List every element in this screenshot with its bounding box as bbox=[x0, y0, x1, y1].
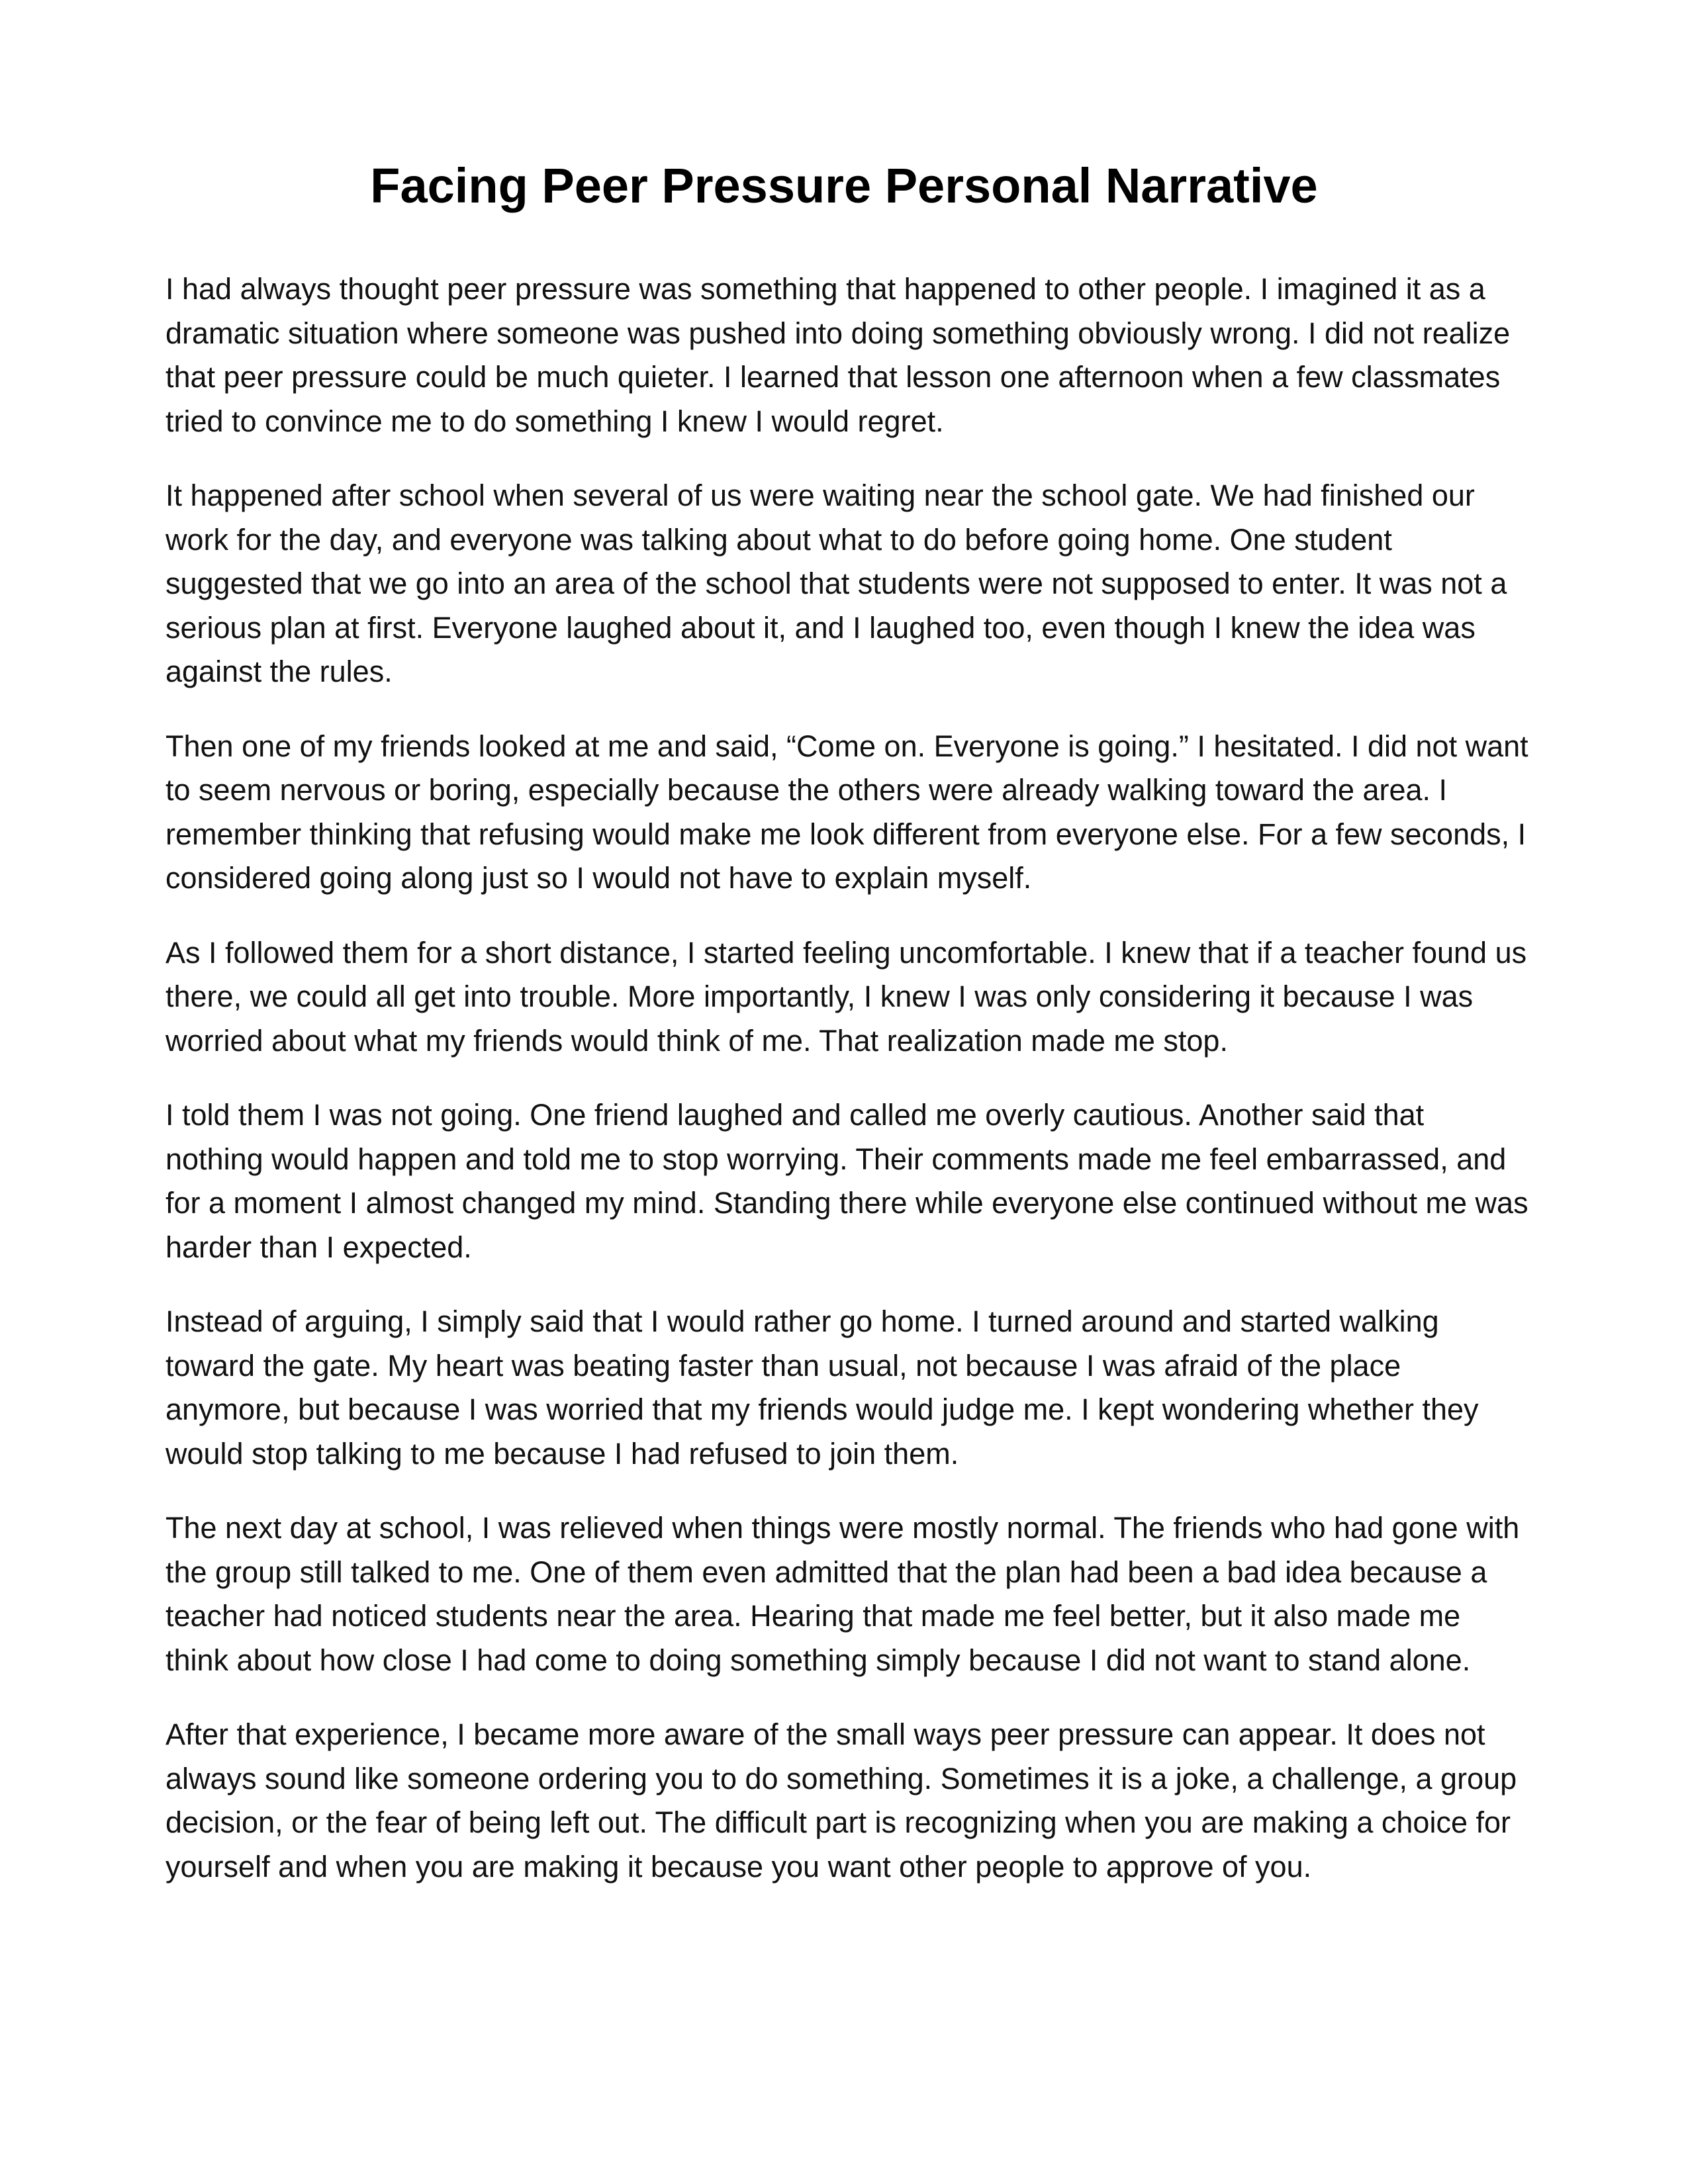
paragraph-6: Instead of arguing, I simply said that I would rather go home. I turned around and started walking toward the gate. My heart was beating faster than usual, not because I was afraid of the place anymore, but because I was worried that my friends would judge me. I kept wondering whether they would stop talking to me because I had refused to join them. bbox=[165, 1304, 1479, 1471]
paragraph-4: As I followed them for a short distance, I started feeling uncomfortable. I knew that if a teacher found us there, we could all get into trouble. More importantly, I knew I was only considering it because I was worried about what my friends would think of me. That realization made me stop. bbox=[165, 935, 1527, 1058]
paragraph-8: After that experience, I became more aware of the small ways peer pressure can appear. It does not always sound like someone ordering you to do something. Sometimes it is a joke, a challenge, a group decision, or the fear of being left out. The difficult part is recognizing when you are making a choice for yourself and when you are making it because you want other people to approve of you. bbox=[165, 1717, 1517, 1884]
paragraph-5: I told them I was not going. One friend laughed and called me overly cautious. Another said that nothing would happen and told me to stop worrying. Their comments made me feel embarrassed, and for a moment I almost changed my mind. Standing there while everyone else continued without me was harder than I expected. bbox=[165, 1098, 1528, 1264]
paragraph-7: The next day at school, I was relieved when things were mostly normal. The friends who had gone with the group still talked to me. One of them even admitted that the plan had been a bad idea because a teacher had noticed students near the area. Hearing that made me feel better, but it also made me think about how close I had come to doing something simply because I did not want to stand alone. bbox=[165, 1511, 1520, 1677]
paragraph-1: I had always thought peer pressure was something that happened to other people. I imagined it as a dramatic situation where someone was pushed into doing something obviously wrong. I did not realize that peer pressure could be much quieter. I learned that lesson one afternoon when a few classmates tried to convince me to do something I knew I would regret. bbox=[165, 272, 1511, 438]
paragraph-2: It happened after school when several of us were waiting near the school gate. We had finished our work for the day, and everyone was talking about what to do before going home. One student suggested that we go into an area of the school that students were not supposed to enter. It was not a serious plan at first. Everyone laughed about it, and I laughed too, even though I knew the idea was against the rules. bbox=[165, 478, 1507, 688]
document-body bbox=[165, 267, 1529, 1919]
paragraph-3: Then one of my friends looked at me and said, “Come on. Everyone is going.” I hesitated. I did not want to seem nervous or boring, especially because the others were already walking toward the area. I remember thinking that refusing would make me look different from everyone else. For a few seconds, I considered going along just so I would not have to explain myself. bbox=[165, 729, 1528, 895]
document-title: Facing Peer Pressure Personal Narrative bbox=[370, 158, 1318, 213]
